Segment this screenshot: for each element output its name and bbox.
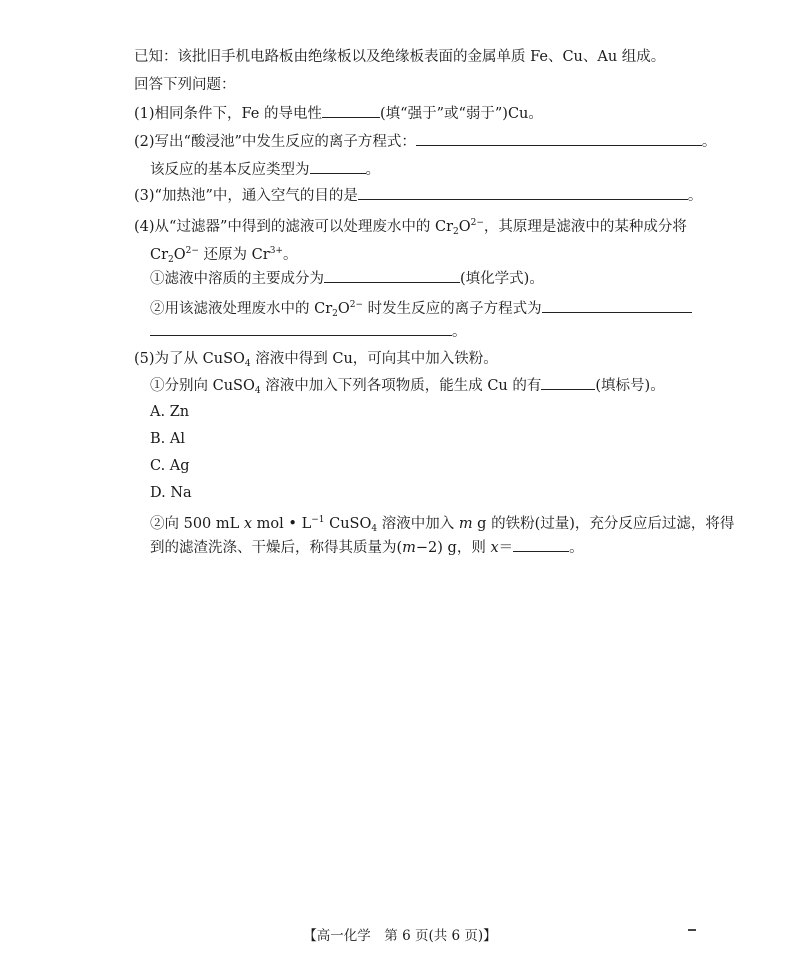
- question-2: (2)写出“酸浸池”中发生反应的离子方程式： 。: [134, 131, 716, 152]
- question-4-part2: ②用该滤液处理废水中的 $Cr_2O^{2-}$ 时发生反应的离子方程式为: [150, 295, 692, 324]
- question-5-part2: ②向 500 mL x mol • $L^{-1}$ CuSO$_4$ 溶液中加入 m g 的铁粉(过量)，充分反应后过滤，将得: [150, 515, 735, 534]
- answer-blank[interactable]: [150, 321, 452, 336]
- question-5: (5)为了从 CuSO$_4$ 溶液中得到 Cu，可向其中加入铁粉。: [134, 351, 498, 369]
- option-c: C. Ag: [150, 458, 190, 474]
- answer-blank[interactable]: [542, 298, 692, 313]
- answer-blank[interactable]: [416, 131, 702, 146]
- question-2-type: 该反应的基本反应类型为 。: [150, 159, 380, 180]
- answer-blank[interactable]: [541, 375, 595, 390]
- intro-prompt: 回答下列问题：: [134, 77, 236, 93]
- answer-blank[interactable]: [310, 159, 366, 174]
- answer-blank[interactable]: [322, 103, 380, 118]
- question-4-part1: ①滤液中溶质的主要成分为 (填化学式)。: [150, 268, 544, 289]
- intro-known: 已知：该批旧手机电路板由绝缘板以及绝缘板表面的金属单质 Fe、Cu、Au 组成。: [134, 49, 666, 65]
- question-3: (3)“加热池”中，通入空气的目的是 。: [134, 185, 702, 206]
- option-a: A. Zn: [150, 404, 190, 420]
- question-5-part2-cont: 到的滤渣洗涤、干燥后，称得其质量为(m−2) g，则 x＝ 。: [150, 537, 584, 558]
- question-4-part2-cont: 。: [150, 321, 467, 342]
- question-4-line2: $Cr_2O^{2-}$ 还原为 $Cr^{3+}$。: [150, 246, 298, 265]
- corner-mark: [688, 929, 696, 931]
- option-b: B. Al: [150, 431, 185, 447]
- question-1: (1)相同条件下，Fe 的导电性 (填“强于”或“弱于”)Cu。: [134, 103, 543, 124]
- page-footer: 【高一化学 第 6 页(共 6 页)】: [303, 928, 497, 944]
- answer-blank[interactable]: [513, 537, 569, 552]
- question-5-part1: ①分别向 CuSO$_4$ 溶液中加入下列各项物质，能生成 Cu 的有 (填标号)。: [150, 375, 665, 401]
- answer-blank[interactable]: [324, 268, 460, 283]
- option-d: D. Na: [150, 485, 192, 501]
- question-4: (4)从“过滤器”中得到的滤液可以处理废水中的 $Cr_2O^{2-}$，其原理是滤液中的某种成分将: [134, 218, 687, 237]
- answer-blank[interactable]: [358, 185, 688, 200]
